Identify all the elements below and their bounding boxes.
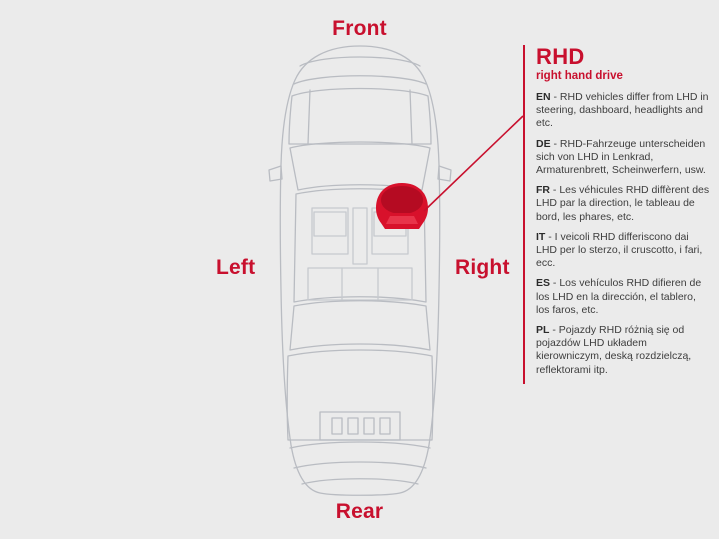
callout-title: RHD bbox=[536, 44, 585, 69]
description-it bbox=[536, 231, 712, 271]
rhd-callout-panel bbox=[523, 45, 712, 384]
orientation-label-left: Left bbox=[216, 256, 256, 279]
description-en bbox=[536, 91, 712, 131]
lang-code-fr: FR bbox=[536, 184, 550, 197]
description-es bbox=[536, 277, 712, 317]
description-text-fr: - Les véhicules RHD diffèrent des LHD par la direction, le tableau de bord, les phares, etc. bbox=[536, 184, 710, 223]
orientation-label-front: Front bbox=[332, 17, 387, 40]
lang-code-en: EN bbox=[536, 91, 551, 103]
description-de bbox=[536, 138, 712, 178]
description-fr bbox=[536, 184, 712, 224]
description-text-es: - Los vehículos RHD difieren de los LHD en la dirección, el tablero, los faros, etc. bbox=[536, 277, 702, 316]
callout-subtitle: right hand drive bbox=[536, 70, 623, 82]
lang-code-pl: PL bbox=[536, 324, 550, 337]
orientation-label-right: Right bbox=[455, 256, 510, 279]
description-text-en: - RHD vehicles differ from LHD in steering, dashboard, headlights and etc. bbox=[536, 91, 709, 130]
car-illustration bbox=[250, 40, 470, 500]
description-text-pl: - Pojazdy RHD różnią się od pojazdów LHD układem kierowniczym, deską rozdzielczą, reflektorami itp. bbox=[536, 324, 692, 376]
description-pl bbox=[536, 324, 712, 377]
lang-code-es: ES bbox=[536, 277, 551, 290]
description-text-de: - RHD-Fahrzeuge unterscheiden sich von LHD in Lenkrad, Armaturenbrett, Scheinwerfern, usw. bbox=[536, 137, 706, 177]
lang-code-de: DE bbox=[536, 137, 551, 150]
lang-code-it: IT bbox=[536, 230, 546, 243]
orientation-label-rear: Rear bbox=[335, 500, 384, 523]
description-text-it: - I veicoli RHD differiscono dai LHD per lo sterzo, il cruscotto, i fari, ecc. bbox=[536, 230, 703, 270]
